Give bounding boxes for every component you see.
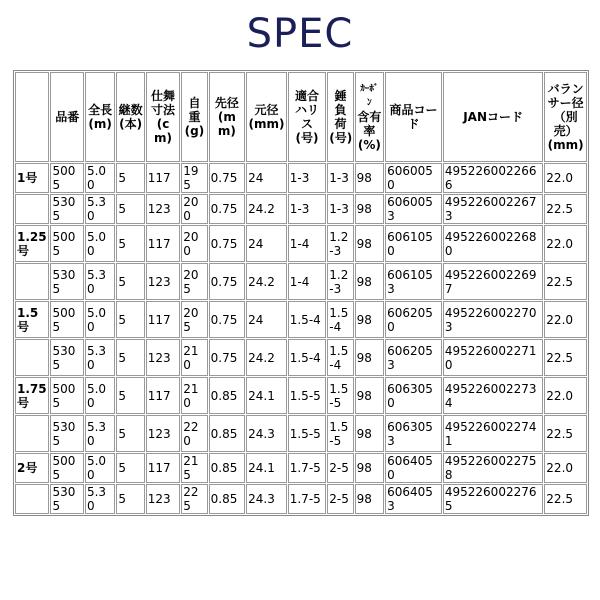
weight-cell: 210	[181, 377, 207, 414]
product-code-cell: 6060053	[385, 194, 442, 224]
table-row	[15, 301, 587, 338]
product-code-header	[385, 72, 442, 162]
size-cell	[15, 194, 49, 224]
length-cell: 5.30	[85, 415, 115, 452]
carbon-content-cell: 98	[355, 453, 384, 483]
header-text: ｶｰﾎﾞ	[360, 84, 379, 94]
header-text: JANコード	[463, 110, 523, 124]
sections-cell: 5	[116, 453, 144, 483]
weight-cell: 195	[181, 163, 207, 193]
closed-length-cell: 117	[146, 377, 180, 414]
tip-diameter-cell: 0.75	[209, 301, 246, 338]
leader-line-cell: 1.5-4	[288, 339, 327, 376]
sinker-load-cell: 1.5-4	[327, 301, 353, 338]
butt-diameter-cell: 24.2	[246, 263, 287, 300]
tip-diameter-cell: 0.75	[209, 263, 246, 300]
length-cell: 5.00	[85, 377, 115, 414]
header-text: 自	[188, 96, 201, 110]
header-text: 先径	[214, 96, 239, 110]
balancer-diameter-cell: 22.5	[544, 484, 587, 514]
carbon-content-cell: 98	[355, 163, 384, 193]
leader-line-cell: 1.7-5	[288, 453, 327, 483]
leader-line-cell: 1.5-4	[288, 301, 327, 338]
carbon-content-cell: 98	[355, 377, 384, 414]
header-text: ﾝ	[367, 98, 372, 108]
part-number-cell: 5005	[50, 453, 83, 483]
carbon-content-cell: 98	[355, 194, 384, 224]
sinker-load-header	[327, 72, 353, 162]
header-text: バラン	[547, 82, 584, 96]
balancer-diameter-cell: 22.5	[544, 339, 587, 376]
product-code-cell: 6061053	[385, 263, 442, 300]
carbon-content-cell: 98	[355, 225, 384, 262]
table-row	[15, 194, 587, 224]
size-cell	[15, 484, 49, 514]
leader-line-cell: 1-4	[288, 225, 327, 262]
jan-code-cell: 4952260022710	[443, 339, 543, 376]
header-text: 品番	[55, 110, 80, 124]
table-row	[15, 377, 587, 414]
header-text: （別	[553, 110, 578, 124]
jan-code-cell: 4952260022673	[443, 194, 543, 224]
jan-code-cell: 4952260022666	[443, 163, 543, 193]
butt-diameter-cell: 24.1	[246, 453, 287, 483]
closed-length-cell: 117	[146, 163, 180, 193]
sinker-load-cell: 2-5	[327, 453, 353, 483]
product-code-cell: 6064053	[385, 484, 442, 514]
size-cell: 1.5号	[15, 301, 49, 338]
size-header	[15, 72, 49, 162]
tip-diameter-cell: 0.85	[209, 453, 246, 483]
leader-line-cell: 1.5-5	[288, 415, 327, 452]
header-row	[15, 72, 587, 162]
table-row	[15, 339, 587, 376]
leader-line-cell: 1.7-5	[288, 484, 327, 514]
table-row	[15, 263, 587, 300]
closed-length-header	[146, 72, 180, 162]
part-number-cell: 5005	[50, 377, 83, 414]
size-cell: 1.25号	[15, 225, 49, 262]
header-text: サー径	[547, 96, 584, 110]
sinker-load-cell: 2-5	[327, 484, 353, 514]
butt-diameter-cell: 24	[246, 163, 287, 193]
jan-code-cell: 4952260022703	[443, 301, 543, 338]
weight-cell: 215	[181, 453, 207, 483]
header-text: 含有	[357, 110, 382, 124]
balancer-diameter-header	[544, 72, 587, 162]
header-text: 寸法	[151, 103, 176, 117]
length-cell: 5.30	[85, 339, 115, 376]
sections-cell: 5	[116, 301, 144, 338]
header-text: ド	[407, 117, 420, 131]
closed-length-cell: 123	[146, 484, 180, 514]
jan-code-cell: 4952260022734	[443, 377, 543, 414]
sinker-load-cell: 1.5-4	[327, 339, 353, 376]
balancer-diameter-cell: 22.0	[544, 377, 587, 414]
balancer-diameter-cell: 22.5	[544, 263, 587, 300]
header-text: 荷	[334, 117, 347, 131]
size-cell	[15, 415, 49, 452]
weight-cell: 200	[181, 225, 207, 262]
sections-cell: 5	[116, 263, 144, 300]
header-text: ス	[301, 117, 314, 131]
tip-diameter-cell: 0.85	[209, 415, 246, 452]
balancer-diameter-cell: 22.0	[544, 225, 587, 262]
weight-cell: 205	[181, 301, 207, 338]
sinker-load-cell: 1-3	[327, 194, 353, 224]
carbon-content-cell: 98	[355, 415, 384, 452]
butt-diameter-cell: 24	[246, 225, 287, 262]
tip-diameter-cell: 0.75	[209, 225, 246, 262]
closed-length-cell: 117	[146, 453, 180, 483]
product-code-cell: 6062053	[385, 339, 442, 376]
table-row	[15, 453, 587, 483]
size-cell	[15, 339, 49, 376]
header-text: ハリ	[295, 103, 320, 117]
weight-cell: 225	[181, 484, 207, 514]
tip-diameter-cell: 0.75	[209, 339, 246, 376]
header-text: 全長	[88, 103, 113, 117]
product-code-cell: 6063050	[385, 377, 442, 414]
sinker-load-cell: 1.5-5	[327, 377, 353, 414]
leader-line-cell: 1-4	[288, 263, 327, 300]
jan-code-header	[443, 72, 543, 162]
carbon-content-cell: 98	[355, 484, 384, 514]
closed-length-cell: 123	[146, 263, 180, 300]
table-row	[15, 415, 587, 452]
length-cell: 5.00	[85, 225, 115, 262]
sections-cell: 5	[116, 377, 144, 414]
sinker-load-cell: 1.2-3	[327, 263, 353, 300]
product-code-cell: 6060050	[385, 163, 442, 193]
carbon-content-cell: 98	[355, 339, 384, 376]
leader-line-cell: 1-3	[288, 194, 327, 224]
butt-diameter-cell: 24	[246, 301, 287, 338]
size-cell	[15, 263, 49, 300]
tip-diameter-cell: 0.75	[209, 163, 246, 193]
balancer-diameter-cell: 22.5	[544, 194, 587, 224]
header-text: (号)	[329, 131, 353, 145]
butt-diameter-cell: 24.3	[246, 484, 287, 514]
balancer-diameter-cell: 22.0	[544, 453, 587, 483]
header-text: 重	[188, 110, 201, 124]
sections-header	[116, 72, 144, 162]
header-text: (cm)	[154, 117, 173, 145]
header-text: (g)	[184, 124, 205, 138]
length-cell: 5.30	[85, 484, 115, 514]
header-text: (mm)	[248, 117, 285, 131]
sections-cell: 5	[116, 225, 144, 262]
table-row	[15, 163, 587, 193]
product-code-cell: 6064050	[385, 453, 442, 483]
weight-cell: 220	[181, 415, 207, 452]
jan-code-cell: 4952260022680	[443, 225, 543, 262]
table-row	[15, 225, 587, 262]
closed-length-cell: 123	[146, 339, 180, 376]
header-text: (mm)	[217, 110, 236, 138]
length-cell: 5.00	[85, 163, 115, 193]
header-text: 適合	[295, 89, 320, 103]
leader-line-cell: 1.5-5	[288, 377, 327, 414]
sections-cell: 5	[116, 484, 144, 514]
tip-diameter-cell: 0.75	[209, 194, 246, 224]
part-number-cell: 5305	[50, 415, 83, 452]
header-text: 継数	[118, 103, 143, 117]
header-text: 商品コー	[389, 103, 438, 117]
sections-cell: 5	[116, 163, 144, 193]
header-text: 率	[363, 124, 376, 138]
length-cell: 5.30	[85, 194, 115, 224]
part-number-cell: 5305	[50, 263, 83, 300]
closed-length-cell: 117	[146, 225, 180, 262]
part-number-header	[50, 72, 83, 162]
part-number-cell: 5005	[50, 225, 83, 262]
length-cell: 5.00	[85, 453, 115, 483]
jan-code-cell: 4952260022758	[443, 453, 543, 483]
header-text: 仕舞	[151, 89, 176, 103]
header-text: (m)	[88, 117, 112, 131]
tip-diameter-header	[209, 72, 246, 162]
weight-cell: 205	[181, 263, 207, 300]
jan-code-cell: 4952260022741	[443, 415, 543, 452]
leader-line-header	[288, 72, 327, 162]
part-number-cell: 5305	[50, 484, 83, 514]
tip-diameter-cell: 0.85	[209, 484, 246, 514]
header-text: 錘負	[334, 89, 347, 117]
butt-diameter-cell: 24.1	[246, 377, 287, 414]
spec-table	[13, 70, 589, 516]
sections-cell: 5	[116, 194, 144, 224]
product-code-cell: 6062050	[385, 301, 442, 338]
size-cell: 1.75号	[15, 377, 49, 414]
size-cell: 1号	[15, 163, 49, 193]
header-text: (mm)	[547, 138, 584, 152]
sections-cell: 5	[116, 415, 144, 452]
header-text: 売）	[553, 124, 578, 138]
sinker-load-cell: 1.2-3	[327, 225, 353, 262]
length-cell: 5.00	[85, 301, 115, 338]
header-text: (%)	[357, 138, 381, 152]
header-text: (号)	[295, 131, 319, 145]
carbon-content-cell: 98	[355, 263, 384, 300]
weight-cell: 210	[181, 339, 207, 376]
jan-code-cell: 4952260022765	[443, 484, 543, 514]
header-text: (本)	[119, 117, 143, 131]
weight-header	[181, 72, 207, 162]
butt-diameter-cell: 24.2	[246, 194, 287, 224]
carbon-content-header	[355, 72, 384, 162]
product-code-cell: 6063053	[385, 415, 442, 452]
butt-diameter-header	[246, 72, 287, 162]
sinker-load-cell: 1.5-5	[327, 415, 353, 452]
length-cell: 5.30	[85, 263, 115, 300]
jan-code-cell: 4952260022697	[443, 263, 543, 300]
butt-diameter-cell: 24.2	[246, 339, 287, 376]
butt-diameter-cell: 24.3	[246, 415, 287, 452]
table-row	[15, 484, 587, 514]
size-cell: 2号	[15, 453, 49, 483]
balancer-diameter-cell: 22.0	[544, 301, 587, 338]
closed-length-cell: 117	[146, 301, 180, 338]
leader-line-cell: 1-3	[288, 163, 327, 193]
product-code-cell: 6061050	[385, 225, 442, 262]
length-header	[85, 72, 115, 162]
carbon-content-cell: 98	[355, 301, 384, 338]
tip-diameter-cell: 0.85	[209, 377, 246, 414]
closed-length-cell: 123	[146, 415, 180, 452]
page-title: SPEC	[246, 11, 354, 57]
part-number-cell: 5305	[50, 194, 83, 224]
balancer-diameter-cell: 22.0	[544, 163, 587, 193]
weight-cell: 200	[181, 194, 207, 224]
sinker-load-cell: 1-3	[327, 163, 353, 193]
part-number-cell: 5305	[50, 339, 83, 376]
part-number-cell: 5005	[50, 301, 83, 338]
sections-cell: 5	[116, 339, 144, 376]
header-text: 元径	[254, 103, 279, 117]
balancer-diameter-cell: 22.5	[544, 415, 587, 452]
part-number-cell: 5005	[50, 163, 83, 193]
closed-length-cell: 123	[146, 194, 180, 224]
